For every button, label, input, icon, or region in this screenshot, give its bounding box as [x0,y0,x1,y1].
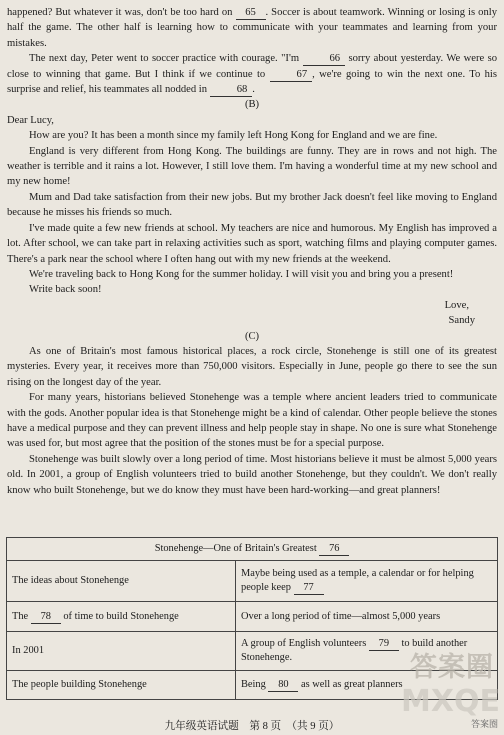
text: Over a long period of time—almost 5,000 years [241,610,441,622]
text: The next day, Peter went to soccer practice with courage. "I'm [29,53,303,65]
table-cell-left [7,671,236,700]
table-cell-left [7,602,236,632]
text: Stonehenge—One of Britain's Greatest [154,543,320,554]
stonehenge-para2: For many years, historians believed Stonehenge was a temple where ancient leaders tried to communicate with the gods. Another popular idea is that Stonehenge might be a kind of calendar. Other people believe the stones have a medical purpose and they can prevent illness and help people stay in shape. No one is sure what Stonehenge was used for, but most agree that the position of the stones must be for a special purpose. [7,392,497,450]
letter-salutation: Dear Lucy, [7,114,54,126]
table-row [7,602,498,632]
stonehenge-para1: As one of Britain's most famous historical places, a rock circle, Stonehenge is still one of its greatest mysteries. Every year, it receives more than 750,000 visitors. Especially in June, people go there to see the sun rising on the longest day of the year. [7,345,497,388]
blank-80: 80 [268,679,298,692]
text: sorry about yesterday. We were so close to winning that game. But I think if we continue to [7,53,497,80]
text: of time to build Stonehenge [60,610,179,622]
table-cell-right [236,561,498,602]
table-row [7,561,498,602]
blank-68: 68 [210,84,253,97]
blank-76: 76 [319,543,349,556]
table-header [7,538,498,561]
table-cell-right [236,602,498,632]
page-footer: 九年级英语试题 第 8 页 （共 9 页） [164,721,340,732]
text: The ideas about Stonehenge [12,575,129,586]
stonehenge-para3: Stonehenge was built slowly over a long period of time. Most historians believe it must be almost 5,000 years old. In 2001, a group of English volunteers tried to build another Stonehenge, but they couldn't. We don't really know who built Stonehenge, but we do know they must have been hard-working—and great planners! [7,453,497,496]
section-b-label: (B) [244,99,260,111]
text: happened? But whatever it was, don't be too hard on [7,7,236,18]
text: as well as great planners [298,679,403,690]
blank-67: 67 [270,69,313,82]
text: A group of English volunteers [241,638,369,649]
watermark-badge: 答案圈 [470,720,498,730]
letter-para2: England is very different from Hong Kong. The buildings are funny. They are in rows and not high. The weather is terrible and it rains a lot. However, I still love them. I'm having a wonderful time at my new school and my new home! [7,145,497,188]
letter-closing: Love, [444,299,469,311]
text: In 2001 [12,645,45,656]
text: Being [241,679,269,690]
letter-para5: We're traveling back to Hong Kong for the summer holiday. I will visit you and bring you a present! [29,268,454,280]
text: , we're going to win the next one. To his surprise and relief, his teammates all nodded in [7,68,497,96]
letter-para6: Write back soon! [29,284,102,296]
letter-para1: How are you? It has been a month since my family left Hong Kong for England and we are fine. [29,130,438,142]
exam-page [7,5,497,498]
blank-65: 65 [236,7,266,20]
section-c-label: (C) [244,330,260,342]
text: to build another Stonehenge. [241,638,468,663]
text: . [252,84,255,96]
blank-77: 77 [294,582,324,595]
watermark-logo: 答案圈 [410,652,494,683]
passage-a-para2 [7,51,497,97]
table-cell-left [7,561,236,602]
blank-79: 79 [369,638,399,651]
table-cell-left [7,632,236,671]
letter-para3: Mum and Dad take satisfaction from their new jobs. But my brother Jack doesn't feel like moving to England because he misses his friends so much. [7,191,497,219]
blank-78: 78 [31,611,61,624]
passage-a-para1 [7,5,497,51]
letter-signature: Sandy [448,315,475,327]
text: . Soccer is about teamwork. Winning or losing is only half the game. The other half is learning how to communicate with your teammates and learning from your mistakes. [7,7,497,49]
text: Maybe being used as a temple, a calendar or for helping people keep [241,568,474,593]
blank-66: 66 [303,53,346,66]
text: The [12,610,31,622]
letter-para4: I've made quite a few new friends at school. My teachers are nice and humorous. My English has improved a lot. After school, we can take part in relaxing activities such as sport, watching films and playing computer games. There's a park near the school where I often hang out with my new friends at the weekend. [7,222,497,265]
text: The people building Stonehenge [12,679,147,690]
watermark-text: MXQE [401,684,500,719]
